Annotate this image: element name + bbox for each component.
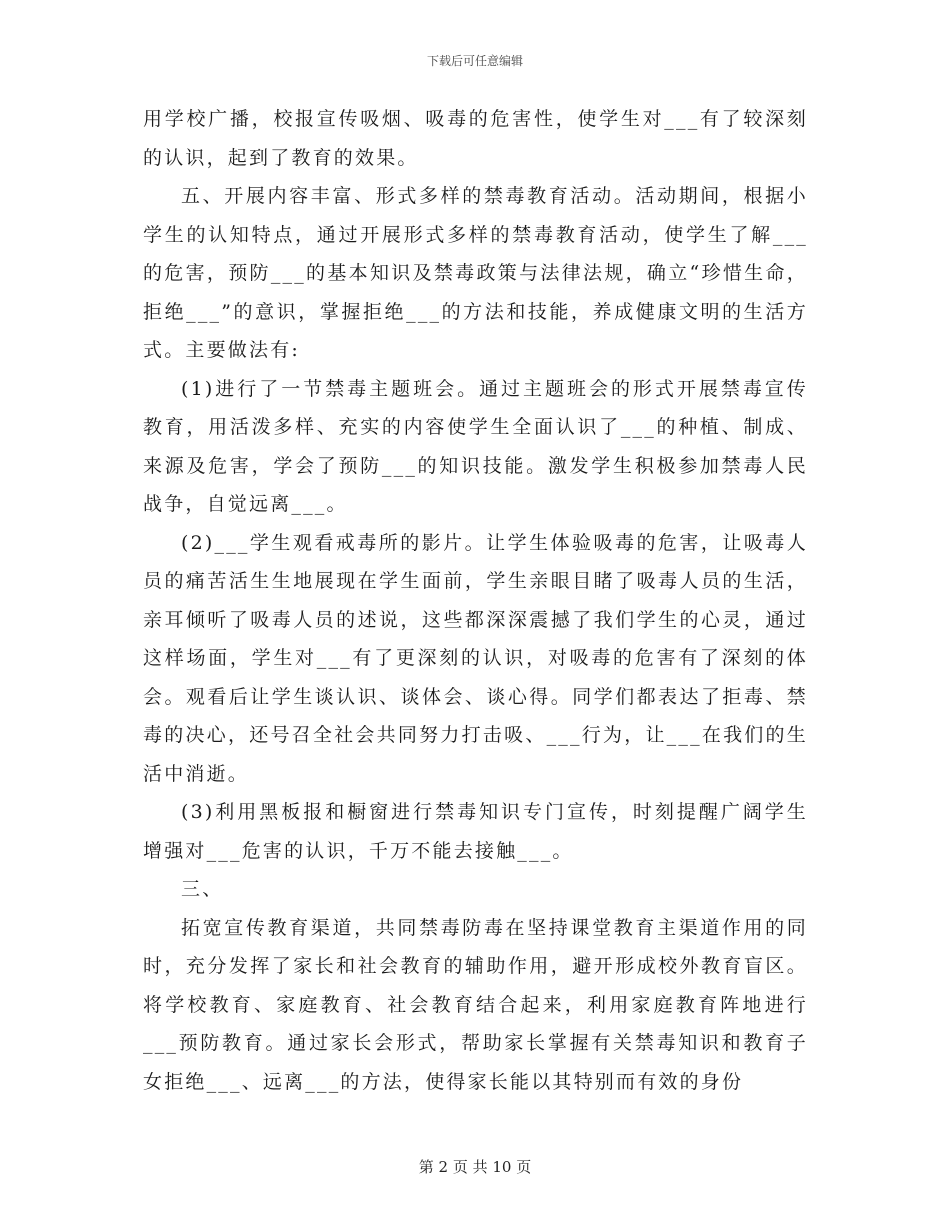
page-header: 下载后可任意编辑	[426, 54, 523, 68]
paragraph-continuation: 用学校广播，校报宣传吸烟、吸毒的危害性，使学生对___有了较深刻的认识，起到了教育的效果。	[143, 108, 808, 169]
page-number: 第 2 页 共 10 页	[418, 1158, 532, 1176]
document-body	[143, 100, 808, 1101]
paragraph-section-three: 拓宽宣传教育渠道，共同禁毒防毒在坚持课堂教育主渠道作用的同时，充分发挥了家长和社会教育的辅助作用，避开形成校外教育盲区。将学校教育、家庭教育、社会教育结合起来，利用家庭教育阵地进行___预防教育。通过家长会形式，帮助家长掌握有关禁毒知识和教育子女拒绝___、远离___的方法，使得家长能以其特别而有效的身份	[143, 916, 808, 1093]
paragraph-item-1: (1)进行了一节禁毒主题班会。通过主题班会的形式开展禁毒宣传教育，用活泼多样、充实的内容使学生全面认识了___的种植、制成、来源及危害，学会了预防___的知识技能。激发学生积极参加禁毒人民战争，自觉远离___。	[143, 377, 808, 515]
section-heading-three: 三、	[181, 878, 224, 900]
paragraph-item-2: (2)___学生观看戒毒所的影片。让学生体验吸毒的危害，让吸毒人员的痛苦活生生地展现在学生面前，学生亲眼目睹了吸毒人员的生活，亲耳倾听了吸毒人员的述说，这些都深深震撼了我们学生的心灵，通过这样场面，学生对___有了更深刻的认识，对吸毒的危害有了深刻的体会。观看后让学生谈认识、谈体会、谈心得。同学们都表达了拒毒、禁毒的决心，还号召全社会共同努力打击吸、___行为，让___在我们的生活中消逝。	[143, 531, 808, 785]
paragraph-section-five: 五、开展内容丰富、形式多样的禁毒教育活动。活动期间，根据小学生的认知特点，通过开展形式多样的禁毒教育活动，使学生了解___的危害，预防___的基本知识及禁毒政策与法律法规，确立“珍惜生命，拒绝___”的意识，掌握拒绝___的方法和技能，养成健康文明的生活方式。主要做法有:	[143, 185, 808, 361]
paragraph-item-3: (3)利用黑板报和橱窗进行禁毒知识专门宣传，时刻提醒广阔学生增强对___危害的认识，千万不能去接触___。	[143, 801, 808, 862]
